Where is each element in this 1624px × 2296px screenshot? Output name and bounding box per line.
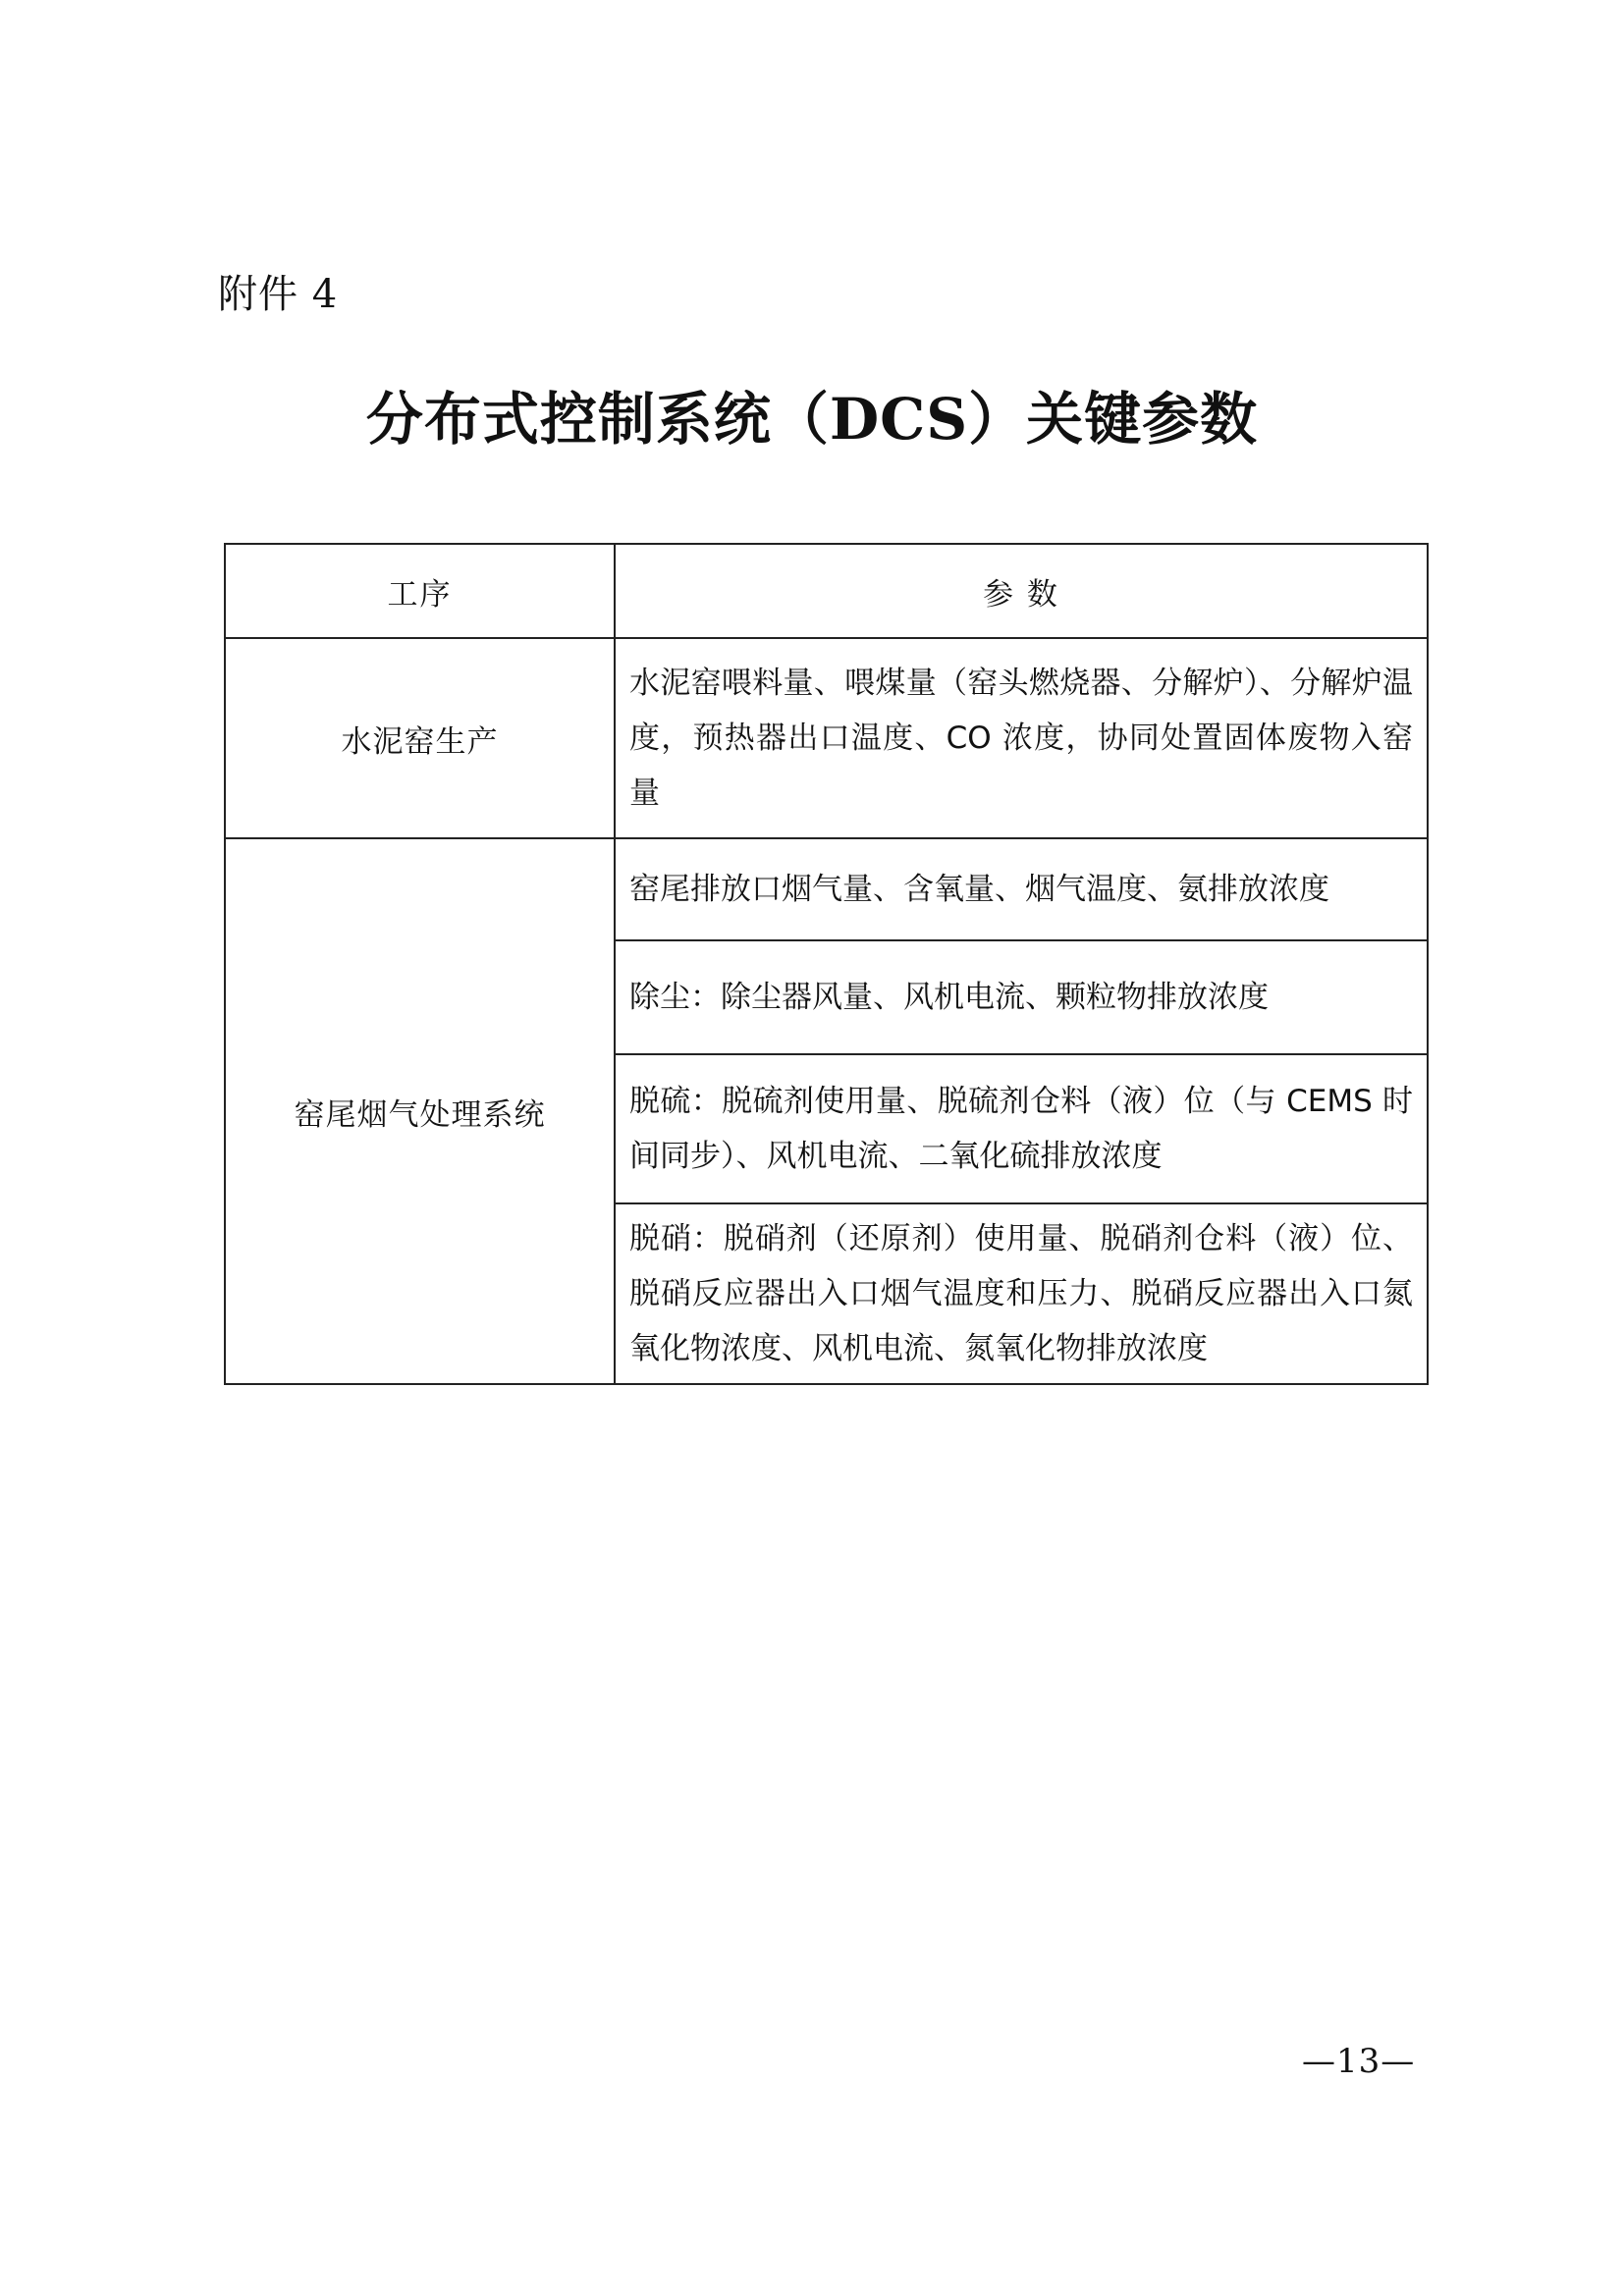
document-title: 分布式控制系统（DCS）关键参数: [365, 386, 1259, 453]
params-cell: 脱硝：脱硝剂（还原剂）使用量、脱硝剂仓料（液）位、脱硝反应器出入口烟气温度和压力、脱硝反应器出入口氮氧化物浓度、风机电流、氮氧化物排放浓度: [615, 1203, 1428, 1384]
table-row: [225, 838, 1428, 940]
stage-cell: 窑尾烟气处理系统: [225, 838, 615, 1384]
params-cell: 除尘：除尘器风量、风机电流、颗粒物排放浓度: [615, 940, 1428, 1054]
params-cell: 水泥窑喂料量、喂煤量（窑头燃烧器、分解炉）、分解炉温度，预热器出口温度、CO 浓度，协同处置固体废物入窑量: [615, 638, 1428, 838]
page-number: —13—: [1302, 2042, 1416, 2081]
header-process: 工序: [225, 544, 615, 638]
table-body: [225, 638, 1428, 1384]
header-row: [225, 544, 1428, 638]
table-row: [225, 638, 1428, 838]
parameters-table: [224, 543, 1429, 1385]
attachment-label: 附件 4: [218, 272, 339, 317]
header-parameters: 参 数: [615, 544, 1428, 638]
table-header: [225, 544, 1428, 638]
stage-cell: 水泥窑生产: [225, 638, 615, 838]
params-cell: 窑尾排放口烟气量、含氧量、烟气温度、氨排放浓度: [615, 838, 1428, 940]
params-cell: 脱硫：脱硫剂使用量、脱硫剂仓料（液）位（与 CEMS 时间同步）、风机电流、二氧化硫排放浓度: [615, 1054, 1428, 1203]
